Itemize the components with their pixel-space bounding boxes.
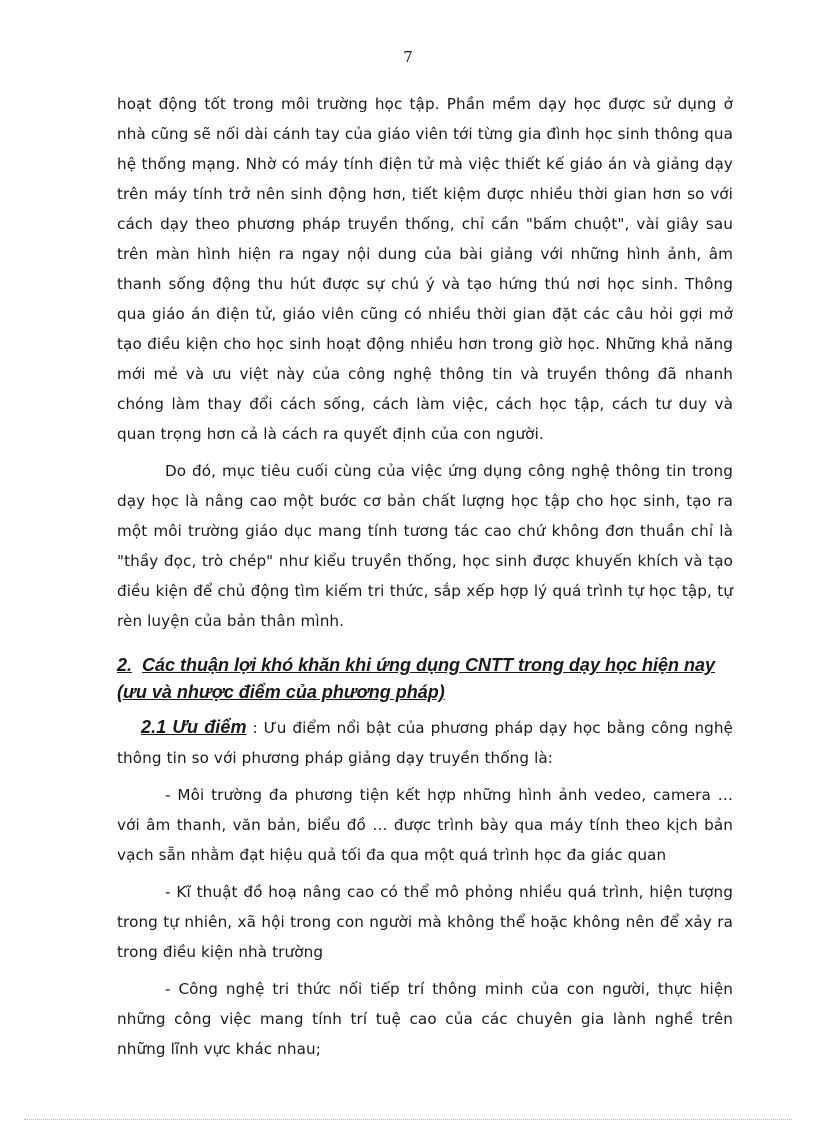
footer-divider (24, 1119, 792, 1120)
subsection-paragraph (117, 712, 733, 773)
paragraph-conclusion: Do đó, mục tiêu cuối cùng của việc ứng dụng công nghệ thông tin trong dạy học là nâng cao một bước cơ bản chất lượng học tập cho học sinh, tạo ra một môi trường giáo dục mang tính tương tác cao chứ không đơn thuần chỉ là "thầy đọc, trò chép" như kiểu truyền thống, học sinh được khuyến khích và tạo điều kiện để chủ động tìm kiếm tri thức, sắp xếp hợp lý quá trình tự học tập, tự rèn luyện của bản thân mình. (117, 462, 733, 630)
list-item: - Công nghệ tri thức nối tiếp trí thông minh của con người, thực hiện những công việc mang tính trí tuệ cao của các chuyên gia lành nghề trên những lĩnh vực khác nhau; (117, 980, 733, 1058)
list-item: - Môi trường đa phương tiện kết hợp những hình ảnh vedeo, camera … với âm thanh, văn bản, biểu đồ … được trình bày qua máy tính theo kịch bản vạch sẵn nhằm đạt hiệu quả tối đa qua một quá trình học đa giác quan (117, 786, 733, 864)
subsection-label: 2.1 Ưu điểm (141, 717, 247, 737)
list-item: - Kĩ thuật đồ hoạ nâng cao có thể mô phỏng nhiều quá trình, hiện tượng trong tự nhiên, xã hội trong con người mà không thể hoặc không nên để xảy ra trong điều kiện nhà trường (117, 883, 733, 961)
section-heading (117, 652, 733, 706)
paragraph-continuation: hoạt động tốt trong môi trường học tập. Phần mềm dạy học được sử dụng ở nhà cũng sẽ nối dài cánh tay của giáo viên tới từng gia đình học sinh thông qua hệ thống mạng. Nhờ có máy tính điện tử mà việc thiết kế giáo án và giảng dạy trên máy tính trở nên sinh động hơn, tiết kiệm được nhiều thời gian hơn so với cách dạy theo phương pháp truyền thống, chỉ cần "bấm chuột", vài giây sau trên màn hình hiện ra ngay nội dung của bài giảng với những hình ảnh, âm thanh sống động thu hút được sự chú ý và tạo hứng thú nơi học sinh. Thông qua giáo án điện tử, giáo viên cũng có nhiều thời gian đặt các câu hỏi gợi mở tạo điều kiện cho học sinh hoạt động nhiều hơn trong giờ học. Những khả năng mới mẻ và ưu việt này của công nghệ thông tin và truyền thông đã nhanh chóng làm thay đổi cách sống, cách làm việc, cách học tập, cách tư duy và quan trọng hơn cả là cách ra quyết định của con người. (117, 95, 733, 443)
section-number: 2. (117, 655, 133, 675)
page-number: 7 (403, 48, 413, 66)
document-body (117, 89, 733, 1064)
subsection-intro: : Ưu điểm nổi bật của phương pháp dạy học bằng công nghệ thông tin so với phương pháp giảng dạy truyền thống là: (117, 719, 733, 767)
section-title: Các thuận lợi khó khăn khi ứng dụng CNTT trong dạy học hiện nay (ưu và nhược điểm của phương pháp) (117, 655, 715, 702)
